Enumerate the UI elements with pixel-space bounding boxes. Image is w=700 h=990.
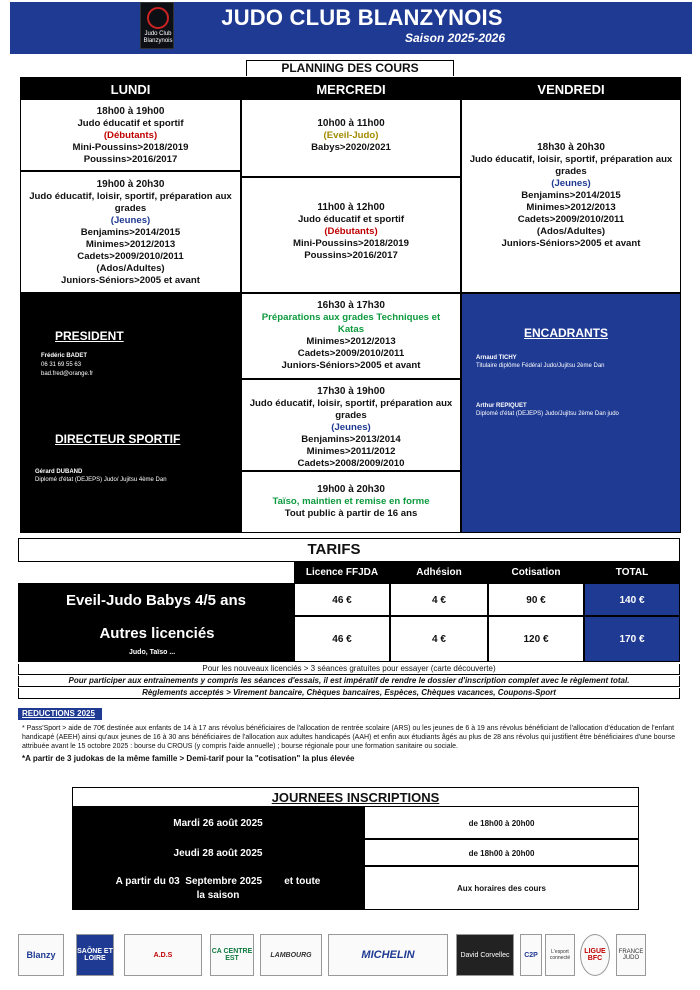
session-line: Judo éducatif, loisir, sportif, préparation aux grades	[469, 154, 673, 177]
encadrant-1-desc: Titulaire diplôme Fédéral Judo/Jujitsu 2ème Dan	[476, 363, 605, 369]
session-line: Juniors-Séniors>2005 et avant	[61, 275, 200, 286]
schedule-cell-mercredi-1	[241, 99, 461, 177]
planning-title: PLANNING DES COURS	[246, 60, 454, 76]
session-line: Babys>2020/2021	[311, 142, 391, 153]
col-total: TOTAL	[584, 562, 680, 583]
directeur-title: DIRECTEUR SPORTIF	[55, 432, 181, 446]
session-line: (Jeunes)	[551, 178, 591, 189]
reduction-pass-sport: * Pass'Sport > aide de 70€ destinée aux enfants de 14 à 17 ans révolus bénéficiaires de l'allocation de rentrée scolaire (ARS) ou les jeunes de 6 à 19 ans révolus bénéficiant de l'allocation d'éducation de l'enfant handicapé (AEEH) ainsi qu'aux jeunes de 16 à 30 ans bénéficiaires de l'allocation aux adultes handicapés (AAH) et enfin aux étudiants âgés au plus de 28 ans révolus qui justifient être bénéficiaires d'une bourse attribuée avant le 15 octobre 2025 : bourse du CROUS (y compris l'aide annuelle) ; bourse régionale pour une formation sanitaire ou sociale.	[22, 725, 676, 750]
president-name: Frédéric BADET	[41, 353, 88, 359]
session-line: Poussins>2016/2017	[304, 250, 398, 261]
session-line: Benjamins>2014/2015	[521, 190, 621, 201]
journees-title: JOURNEES INSCRIPTIONS	[72, 787, 639, 806]
session-line: Minimes>2012/2013	[85, 239, 176, 250]
reductions-title: REDUCTIONS 2025	[18, 708, 102, 720]
staff-panel-right	[461, 293, 681, 533]
tarif-cell: 120 €	[488, 616, 584, 662]
session-line: Préparations aux grades Techniques et Katas	[261, 312, 441, 335]
encadrants-title: ENCADRANTS	[524, 326, 608, 340]
session-time: 16h30 à 17h30	[317, 300, 385, 311]
staff-panel-left	[20, 293, 241, 533]
directeur-name: Gérard DUBAND	[35, 469, 83, 475]
tarifs-title: TARIFS	[307, 541, 361, 558]
session-time: 19h00 à 20h30	[317, 484, 385, 495]
sponsor-logo: MICHELIN	[328, 934, 448, 976]
sponsor-logo: CA CENTRE EST	[210, 934, 254, 976]
session-line: Judo éducatif, loisir, sportif, préparation aux grades	[249, 398, 453, 421]
reduction-famille: *A partir de 3 judokas de la même famille > Demi-tarif pour la "cotisation" la plus élevée	[22, 754, 355, 763]
tarif-cell: 4 €	[390, 583, 488, 616]
sponsor-logo: SAÔNE ET LOIRE	[76, 934, 114, 976]
day-header-vendredi: VENDREDI	[461, 77, 681, 99]
tarif-row-label-babys: Eveil-Judo Babys 4/5 ans	[18, 583, 294, 616]
schedule-cell-lundi-1	[20, 99, 241, 171]
president-title: PRESIDENT	[55, 329, 124, 343]
day-header-mercredi: MERCREDI	[241, 77, 461, 99]
directeur-desc: Diplomé d'état (DEJEPS) Judo/ Jujitsu 4ème Dan	[35, 477, 167, 483]
schedule-cell-lundi-2	[20, 171, 241, 293]
session-line: (Débutants)	[324, 226, 378, 237]
season-label: Saison 2025-2026	[404, 31, 506, 45]
session-time: 11h00 à 12h00	[317, 202, 385, 213]
session-line: Cadets>2009/2010/2011	[517, 214, 625, 225]
session-line: Tout public à partir de 16 ans	[284, 508, 418, 519]
session-line: (Débutants)	[103, 130, 158, 141]
session-line: Judo éducatif et sportif	[77, 118, 184, 129]
tarif-total-cell: 170 €	[584, 616, 680, 662]
session-line: Cadets>2009/2010/2011	[297, 348, 405, 359]
session-line: Minimes>2012/2013	[306, 336, 396, 347]
session-line: Taïso, maintien et remise en forme	[272, 496, 430, 507]
sponsor-logo: Blanzy	[18, 934, 64, 976]
schedule-cell-mercredi-5	[241, 471, 461, 533]
sponsor-logo: LAMBOURG	[260, 934, 322, 976]
schedule-cell-mercredi-2	[241, 177, 461, 293]
session-line: Cadets>2009/2010/2011	[77, 251, 184, 262]
tarif-row-label-autres: Autres licenciés	[99, 625, 215, 642]
tarif-cell: 46 €	[294, 583, 390, 616]
logo-text: Judo Club Blanzynois	[143, 31, 173, 44]
session-line: Benjamins>2013/2014	[301, 434, 401, 445]
session-line: Poussins>2016/2017	[83, 154, 178, 165]
sponsor-logo: C2P	[520, 934, 542, 976]
logo-emblem-icon	[147, 7, 169, 29]
day-header-lundi: LUNDI	[20, 77, 241, 99]
session-time: 18h00 à 19h00	[96, 106, 165, 117]
club-logo	[140, 2, 174, 49]
club-name: JUDO CLUB BLANZYNOIS	[221, 5, 503, 30]
col-licence: Licence FFJDA	[294, 562, 390, 583]
session-line: Benjamins>2014/2015	[80, 227, 181, 238]
journee-date: Mardi 26 août 2025	[72, 806, 364, 839]
col-cotisation: Cotisation	[488, 562, 584, 583]
session-line: Judo éducatif, loisir, sportif, préparation aux grades	[29, 191, 232, 214]
session-line: Juniors-Séniors>2005 et avant	[501, 238, 641, 249]
session-time: 17h30 à 19h00	[317, 386, 385, 397]
president-phone: 06 31 69 55 63	[41, 362, 82, 368]
session-line: (Ados/Adultes)	[536, 226, 606, 237]
sponsor-logo: A.D.S	[124, 934, 202, 976]
session-line: (Jeunes)	[331, 422, 371, 433]
journee-date: A partir du 03 Septembre 2025 et toute la saison	[72, 866, 364, 910]
session-line: (Ados/Adultes)	[96, 263, 165, 274]
schedule-cell-mercredi-3	[241, 293, 461, 379]
schedule-cell-vendredi-1	[461, 99, 681, 293]
tarif-row-label-autres-box	[18, 616, 294, 662]
session-line: Judo éducatif et sportif	[297, 214, 405, 225]
tarif-cell: 46 €	[294, 616, 390, 662]
session-line: Minimes>2011/2012	[306, 446, 396, 457]
journee-date: Jeudi 28 août 2025	[72, 839, 364, 866]
encadrant-2-name: Arthur REPIQUET	[476, 403, 527, 409]
session-line: Cadets>2008/2009/2010	[297, 458, 405, 469]
journee-hours: de 18h00 à 20h00	[364, 839, 639, 866]
tarif-note-1: Pour les nouveaux licenciés > 3 séances gratuites pour essayer (carte découverte)	[18, 664, 680, 675]
schedule-cell-mercredi-4	[241, 379, 461, 471]
session-line: Mini-Poussins>2018/2019	[72, 142, 189, 153]
session-time: 19h00 à 20h30	[96, 179, 165, 190]
session-time: 18h30 à 20h30	[537, 142, 605, 153]
session-line: Mini-Poussins>2018/2019	[293, 238, 409, 249]
tarif-note-2: Pour participer aux entrainements y compris les séances d'essais, il est impératif de rendre le dossier d'inscription complet avec le règlement total.	[18, 676, 680, 687]
session-line: Juniors-Séniors>2005 et avant	[281, 360, 421, 371]
sponsor-logo: David Corvellec	[456, 934, 514, 976]
tarif-note-3: Règlements acceptés > Virement bancaire, Chèques bancaires, Espèces, Chèques vacances, Coupons-Sport	[18, 688, 680, 699]
encadrant-2-desc: Diplomé d'état (DEJEPS) Judo/Jujitsu 2ème Dan judo	[476, 411, 619, 417]
journee-hours: de 18h00 à 20h00	[364, 806, 639, 839]
encadrant-1-name: Arnaud TICHY	[476, 355, 517, 361]
tarif-cell: 90 €	[488, 583, 584, 616]
sponsor-logo: LIGUE BFC	[580, 934, 610, 976]
session-line: (Jeunes)	[110, 215, 151, 226]
journee-hours: Aux horaires des cours	[364, 866, 639, 910]
tarif-cell: 4 €	[390, 616, 488, 662]
session-time: 10h00 à 11h00	[317, 118, 385, 129]
col-adhesion: Adhésion	[390, 562, 488, 583]
tarif-row-sub: Judo, Taïso ...	[129, 649, 176, 656]
president-email: bad.fred@orange.fr	[41, 371, 94, 377]
session-line: (Eveil-Judo)	[323, 130, 379, 141]
sponsor-logo: FRANCE JUDO	[616, 934, 646, 976]
session-line: Minimes>2012/2013	[526, 202, 616, 213]
tarif-total-cell: 140 €	[584, 583, 680, 616]
sponsor-logo: L'esport connecté	[545, 934, 575, 976]
